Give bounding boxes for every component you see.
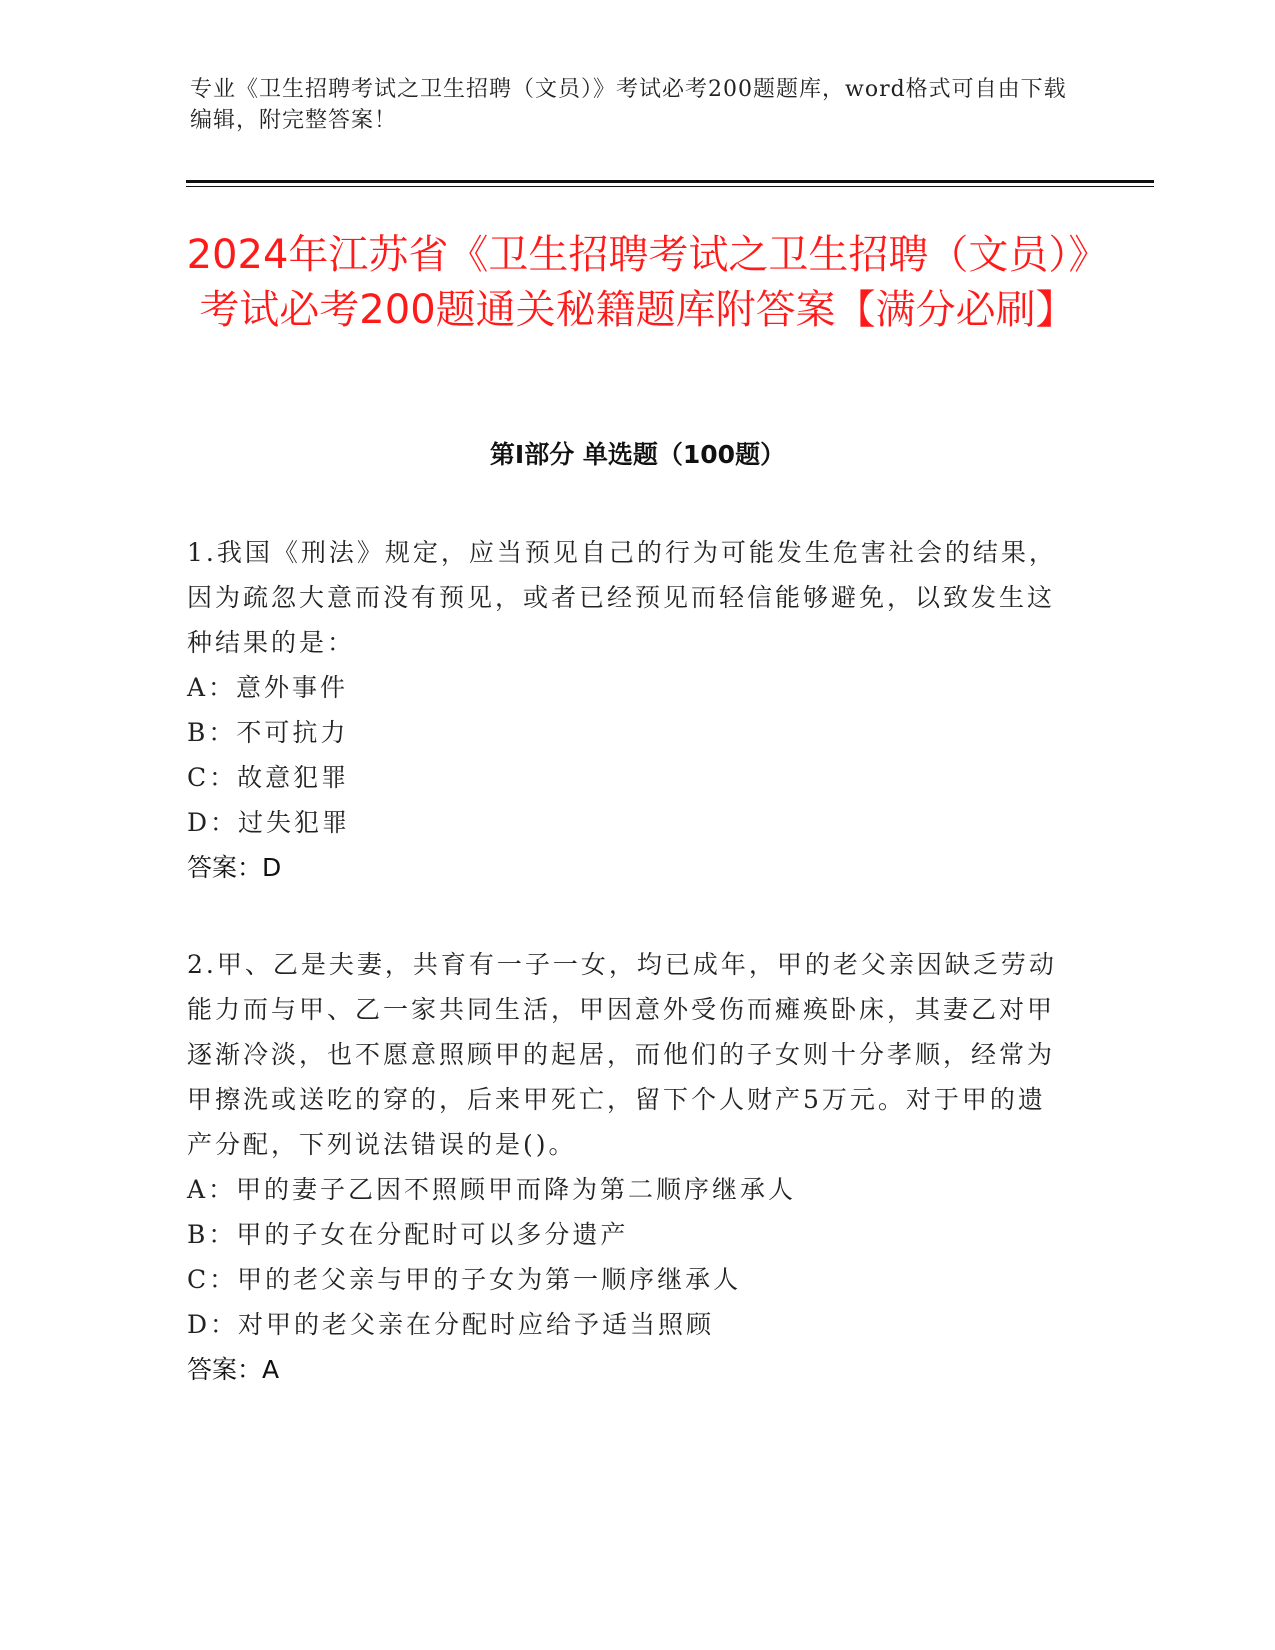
answer: 答案：D xyxy=(187,853,282,882)
option-list xyxy=(187,1167,1067,1347)
option-d: D：过失犯罪 xyxy=(187,808,351,837)
header-rule-thin xyxy=(186,186,1154,187)
option-c: C：甲的老父亲与甲的子女为第一顺序继承人 xyxy=(187,1265,742,1294)
header-note: 专业《卫生招聘考试之卫生招聘（文员）》考试必考200题题库，word格式可自由下载编辑，附完整答案！ xyxy=(190,77,1067,133)
option-a: A：意外事件 xyxy=(187,673,349,702)
header-rule-thick xyxy=(186,180,1154,183)
option-b: B：不可抗力 xyxy=(187,718,349,747)
question-1 xyxy=(187,530,1067,891)
option-c: C：故意犯罪 xyxy=(187,763,350,792)
document-title: 2024年江苏省《卫生招聘考试之卫生招聘（文员）》考试必考200题通关秘籍题库附答案【满分必刷】 xyxy=(186,232,1089,333)
option-d: D：对甲的老父亲在分配时应给予适当照顾 xyxy=(187,1310,715,1339)
question-2 xyxy=(187,942,1067,1393)
question-stem: 2.甲、乙是夫妻，共育有一子一女，均已成年，甲的老父亲因缺乏劳动能力而与甲、乙一家共同生活，甲因意外受伤而瘫痪卧床，其妻乙对甲逐渐冷淡，也不愿意照顾甲的起居，而他们的子女则十分孝顺，经常为甲擦洗或送吃的穿的，后来甲死亡，留下个人财产5万元。对于甲的遗产分配，下列说法错误的是()。 xyxy=(187,950,1057,1159)
option-b: B：甲的子女在分配时可以多分遗产 xyxy=(187,1220,629,1249)
option-a: A：甲的妻子乙因不照顾甲而降为第二顺序继承人 xyxy=(187,1175,797,1204)
section-title: 第I部分 单选题（100题） xyxy=(489,440,786,469)
question-stem: 1.我国《刑法》规定，应当预见自己的行为可能发生危害社会的结果，因为疏忽大意而没有预见，或者已经预见而轻信能够避免，以致发生这种结果的是： xyxy=(187,538,1057,657)
option-list xyxy=(187,665,1067,845)
answer: 答案：A xyxy=(187,1355,280,1384)
